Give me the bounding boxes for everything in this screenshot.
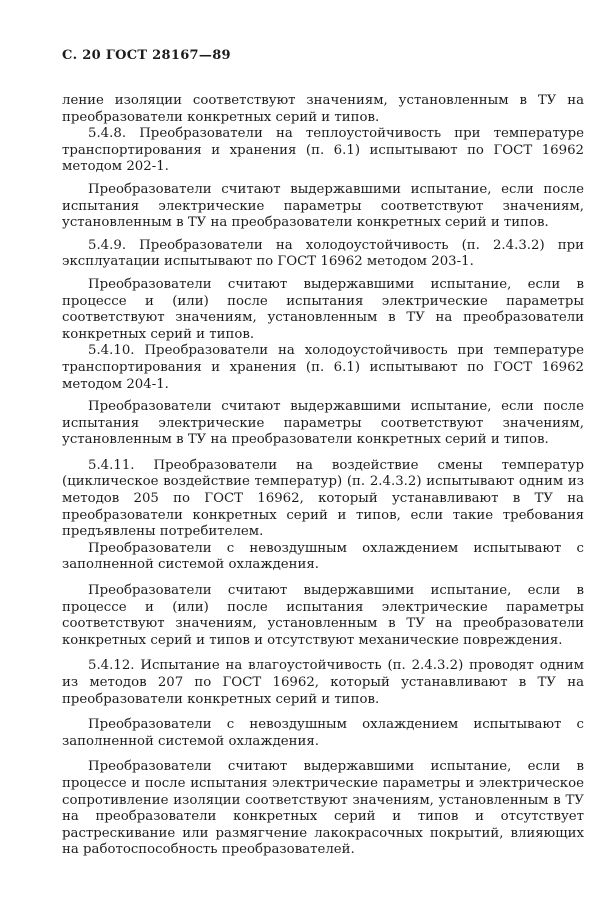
paragraph-criteria: Преобразователи считают выдержавшими испытание, если в процессе и (или) после испытания электрические параметры соответствуют значениям, установленным в ТУ на преобразователи конкретных серий и типов. [62,276,584,342]
clause-5-4-9: 5.4.9. Преобразователи на холодоустойчивость (п. 2.4.3.2) при эксплуатации испытывают по ГОСТ 16962 методом 203-1. [62,237,584,270]
paragraph-criteria: Преобразователи считают выдержавшими испытание, если в процессе и после испытания электрические параметры и электрическое сопротивление изоляции соответствуют значениям, установленным в ТУ на преобразователи конкретных серий и типов и отсутствует растрескивание или размягчение лакокрасочных покрытий, влияющих на работоспособность преобразователей. [62,759,584,858]
clause-5-4-8: 5.4.8. Преобразователи на теплоустойчивость при температуре транспортирования и хранения (п. 6.1) испытывают по ГОСТ 16962 методом 202-1. [62,126,584,175]
paragraph-cooling: Преобразователи с невоздушным охлаждением испытывают с заполненной системой охлаждения. [62,717,584,749]
body-text [62,93,584,859]
clause-5-4-10: 5.4.10. Преобразователи на холодоустойчивость при температуре транспортирования и хранения (п. 6.1) испытывают по ГОСТ 16962 методом 204-1. [62,343,584,392]
paragraph-continuation: ление изоляции соответствуют значениям, установленным в ТУ на преобразователи конкретных серий и типов. [62,93,584,125]
paragraph-cooling: Преобразователи с невоздушным охлаждением испытывают с заполненной системой охлаждения. [62,540,584,573]
paragraph-criteria: Преобразователи считают выдержавшими испытание, если после испытания электрические параметры соответствуют значениям, установленным в ТУ на преобразователи конкретных серий и типов. [62,181,584,231]
paragraph-criteria: Преобразователи считают выдержавшими испытание, если в процессе и (или) после испытания электрические параметры соответствуют значениям, установленным в ТУ на преобразователи конкретных серий и типов и отсутствуют механические повреждения. [62,583,584,648]
clause-5-4-11: 5.4.11. Преобразователи на воздействие смены температур (циклическое воздействие температур) (п. 2.4.3.2) испытывают одним из методов 205 по ГОСТ 16962, который устанавливают в ТУ на преобразователи конкретных серий и типов, если такие требования предъявлены потребителем. [62,457,584,540]
document-page [62,48,584,859]
clause-5-4-12: 5.4.12. Испытание на влагоустойчивость (п. 2.4.3.2) проводят одним из методов 207 по ГОСТ 16962, который устанавливают в ТУ на преобразователи конкретных серий и типов. [62,658,584,707]
paragraph-criteria: Преобразователи считают выдержавшими испытание, если после испытания электрические параметры соответствуют значениям, установленным в ТУ на преобразователи конкретных серий и типов. [62,399,584,448]
running-head: С. 20 ГОСТ 28167—89 [62,48,231,63]
